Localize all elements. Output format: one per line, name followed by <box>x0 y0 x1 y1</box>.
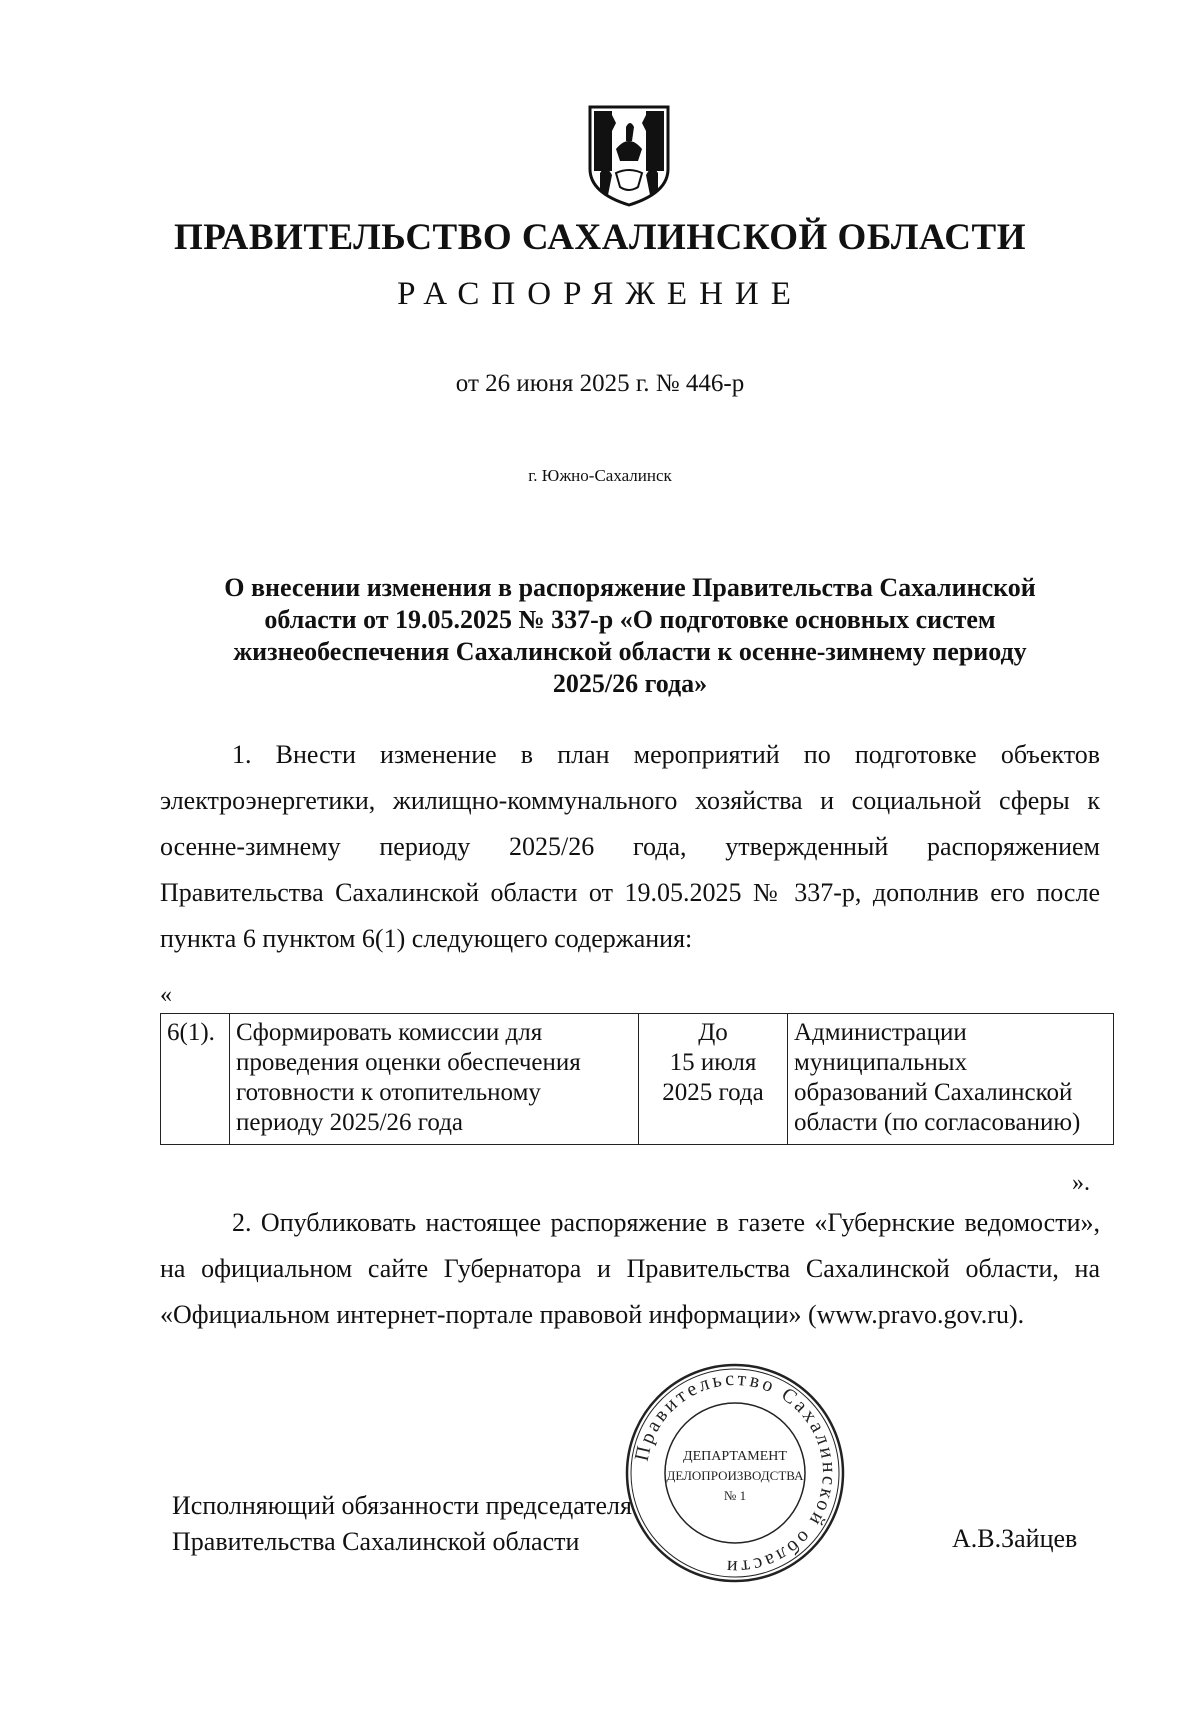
signatory-name: А.В.Зайцев <box>952 1524 1078 1553</box>
document-city: г. Южно-Сахалинск <box>528 466 672 485</box>
coat-of-arms-icon <box>586 103 672 209</box>
row-deadline <box>639 1014 788 1145</box>
quote-close: ». <box>1072 1170 1090 1196</box>
official-stamp <box>622 1360 848 1586</box>
stamp-inner-line: № 1 <box>723 1488 747 1503</box>
government-title: ПРАВИТЕЛЬСТВО САХАЛИНСКОЙ ОБЛАСТИ <box>174 217 1026 258</box>
stamp-inner-line: ДЕПАРТАМЕНТ <box>683 1449 787 1464</box>
row-task: Сформировать комиссии для проведения оценки обеспечения готовности к отопительному периоду 2025/26 года <box>230 1014 639 1145</box>
document-subject <box>180 572 1080 700</box>
document-type: РАСПОРЯЖЕНИЕ <box>397 276 803 312</box>
plan-table <box>160 1013 1114 1145</box>
paragraph-2 <box>160 1200 1100 1338</box>
deadline-line: 2025 года <box>662 1079 764 1106</box>
stamp-inner-line: ДЕЛОПРОИЗВОДСТВА <box>666 1468 804 1483</box>
quote-open: « <box>160 982 172 1008</box>
deadline-line: До <box>698 1019 728 1046</box>
paragraph-2-text: 2. Опубликовать настоящее распоряжение в газете «Губернские ведомости», на официальном сайте Губернатора и Правительства Сахалинской области, на «Официальном интернет-портале правовой информации» (www.pravo.gov.ru). <box>160 1208 1100 1329</box>
paragraph-1 <box>160 732 1100 962</box>
paragraph-1-text: 1. Внести изменение в план мероприятий по подготовке объектов электроэнергетики, жилищно-коммунального хозяйства и социальной сферы к осенне-зимнему периоду 2025/26 года, утвержденный распоряжением Правительства Сахалинской области от 19.05.2025 № 337-р, дополнив его после пункта 6 пунктом 6(1) следующего содержания: <box>160 740 1100 953</box>
subject-line: жизнеобеспечения Сахалинской области к осенне-зимнему периоду <box>233 637 1027 666</box>
position-line: Исполняющий обязанности председателя <box>172 1491 632 1520</box>
subject-line: области от 19.05.2025 № 337-р «О подготовке основных систем <box>264 605 996 634</box>
row-responsible: Администрации муниципальных образований Сахалинской области (по согласованию) <box>788 1014 1114 1145</box>
stamp-outer-text: Правительство Сахалинской области <box>630 1367 841 1579</box>
position-line: Правительства Сахалинской области <box>172 1527 580 1556</box>
deadline-line: 15 июля <box>669 1049 757 1076</box>
table-row <box>161 1014 1114 1145</box>
subject-line: 2025/26 года» <box>552 669 708 698</box>
subject-line: О внесении изменения в распоряжение Правительства Сахалинской <box>224 573 1036 602</box>
document-date-number: от 26 июня 2025 г. № 446-р <box>455 370 745 397</box>
signatory-position <box>172 1488 632 1560</box>
row-number: 6(1). <box>161 1014 230 1145</box>
